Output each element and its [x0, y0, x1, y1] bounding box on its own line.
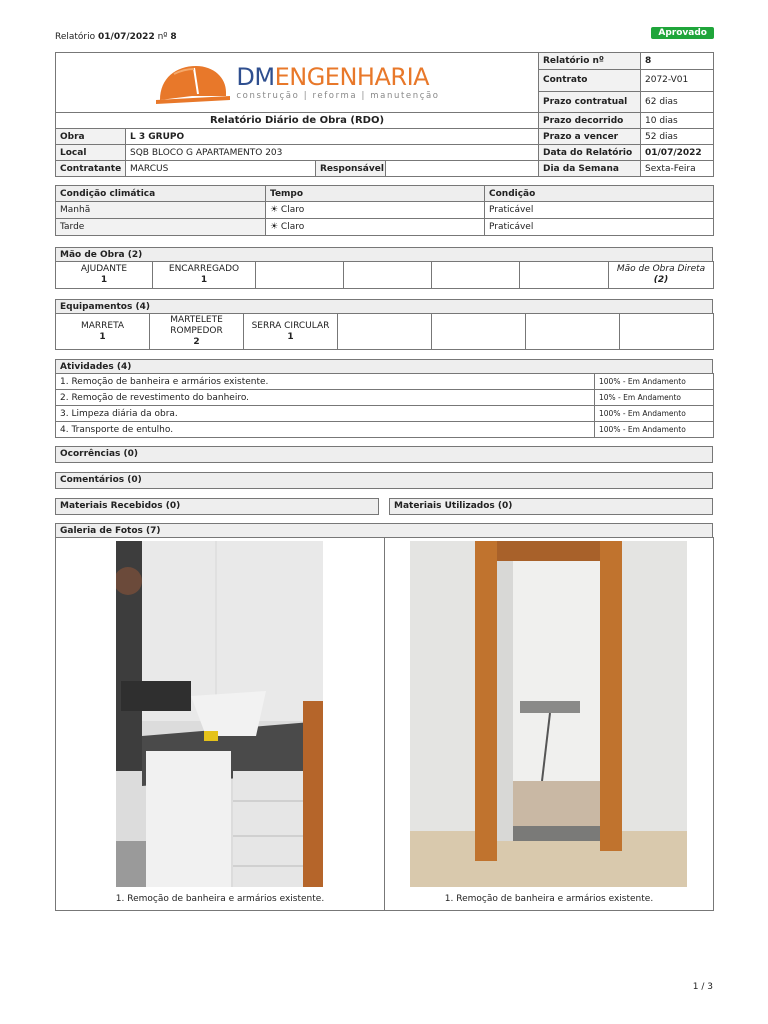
labor-empty: [344, 262, 432, 289]
logo-brand-dm: DM: [236, 62, 275, 91]
weather-section: [55, 185, 713, 236]
activity-text: 2. Remoção de revestimento do banheiro.: [56, 390, 595, 406]
activities-section: [55, 359, 713, 438]
labor-title: Mão de Obra (2): [55, 247, 713, 262]
report-date: 01/07/2022: [98, 32, 155, 42]
weather-header-condicao: Condição: [485, 186, 714, 202]
logo-text: [236, 62, 440, 101]
logo-brand-eng: ENGENHARIA: [274, 62, 430, 91]
contratante-value: MARCUS: [126, 161, 316, 177]
equipment-name: SERRA CIRCULAR: [251, 320, 330, 331]
weather-period: Tarde: [56, 219, 266, 236]
labor-item: [153, 262, 256, 289]
info-label: Relatório nº: [539, 53, 641, 70]
responsavel-value: [386, 161, 539, 177]
logo-tagline: construção | reforma | manutenção: [236, 90, 440, 101]
labor-direct-count: (2): [653, 275, 669, 285]
materials-used-bar: Materiais Utilizados (0): [389, 498, 713, 515]
weather-condicao: Praticável: [485, 219, 714, 236]
photo-cell: [385, 538, 714, 911]
labor-empty: [432, 262, 520, 289]
header-block: [55, 52, 713, 177]
info-value: 52 dias: [641, 129, 714, 145]
report-prefix: Relatório: [55, 32, 96, 42]
equipment-empty: [338, 314, 432, 350]
labor-section: [55, 247, 713, 289]
info-label: Prazo decorrido: [539, 113, 641, 129]
labor-direct: [609, 262, 714, 289]
info-value: 8: [641, 53, 714, 70]
photo-gallery: [55, 523, 713, 911]
photo-bathroom-cabinet[interactable]: [116, 541, 323, 887]
labor-count: 1: [100, 275, 108, 285]
logo-cell: [56, 53, 539, 113]
equipment-title: Equipamentos (4): [55, 299, 713, 314]
equipment-count: 1: [287, 331, 294, 342]
equipment-item: [56, 314, 150, 350]
equipment-name: MARTELETE ROMPEDOR: [170, 315, 223, 336]
photo-bathroom-doorway[interactable]: [410, 541, 687, 887]
weather-header-period: Condição climática: [56, 186, 266, 202]
equipment-empty: [526, 314, 620, 350]
photo-caption: 1. Remoção de banheira e armários existente.: [115, 894, 325, 904]
comments-bar: Comentários (0): [55, 472, 713, 489]
labor-role: AJUDANTE: [80, 264, 128, 274]
activity-status: 100% - Em Andamento: [595, 406, 714, 422]
report-header-line: [55, 32, 177, 42]
activity-status: 100% - Em Andamento: [595, 422, 714, 438]
gallery-title: Galeria de Fotos (7): [55, 523, 713, 538]
equipment-item: [150, 314, 244, 350]
status-badge: Aprovado: [651, 27, 714, 39]
equipment-count: 2: [193, 337, 200, 347]
info-label: Contrato: [539, 70, 641, 91]
info-value: Sexta-Feira: [641, 161, 714, 177]
labor-count: 1: [200, 275, 208, 285]
labor-empty: [256, 262, 344, 289]
equipment-empty: [432, 314, 526, 350]
weather-tempo: ☀ Claro: [266, 202, 485, 219]
weather-period: Manhã: [56, 202, 266, 219]
info-label: Dia da Semana: [539, 161, 641, 177]
local-value: SQB BLOCO G APARTAMENTO 203: [126, 145, 539, 161]
equipment-empty: [620, 314, 714, 350]
obra-value: L 3 GRUPO: [126, 129, 539, 145]
labor-direct-label: Mão de Obra Direta: [616, 264, 706, 274]
weather-header-tempo: Tempo: [266, 186, 485, 202]
info-label: Data do Relatório: [539, 145, 641, 161]
report-number: 8: [170, 32, 177, 42]
contratante-label: Contratante: [56, 161, 126, 177]
info-value: 01/07/2022: [641, 145, 714, 161]
responsavel-label: Responsável: [316, 161, 386, 177]
report-number-label: nº: [157, 32, 168, 42]
photo-caption: 1. Remoção de banheira e armários existente.: [444, 894, 654, 904]
equipment-name: MARRETA: [80, 320, 125, 331]
document-title: Relatório Diário de Obra (RDO): [56, 113, 539, 129]
labor-empty: [520, 262, 609, 289]
activities-title: Atividades (4): [55, 359, 713, 374]
activity-status: 100% - Em Andamento: [595, 374, 714, 390]
obra-label: Obra: [56, 129, 126, 145]
labor-item: [56, 262, 153, 289]
weather-condicao: Praticável: [485, 202, 714, 219]
local-label: Local: [56, 145, 126, 161]
info-value: 10 dias: [641, 113, 714, 129]
info-value: 62 dias: [641, 91, 714, 112]
labor-role: ENCARREGADO: [168, 264, 240, 274]
activity-text: 4. Transporte de entulho.: [56, 422, 595, 438]
helmet-logo-icon: [154, 60, 232, 106]
equipment-section: [55, 299, 713, 350]
equipment-item: [244, 314, 338, 350]
activity-status: 10% - Em Andamento: [595, 390, 714, 406]
info-value: 2072-V01: [641, 70, 714, 91]
occurrences-bar: Ocorrências (0): [55, 446, 713, 463]
page-number: 1 / 3: [692, 982, 713, 992]
activity-text: 3. Limpeza diária da obra.: [56, 406, 595, 422]
weather-tempo: ☀ Claro: [266, 219, 485, 236]
photo-cell: [56, 538, 385, 911]
equipment-count: 1: [99, 331, 106, 342]
activity-text: 1. Remoção de banheira e armários existente.: [56, 374, 595, 390]
materials-received-bar: Materiais Recebidos (0): [55, 498, 379, 515]
info-label: Prazo a vencer: [539, 129, 641, 145]
info-label: Prazo contratual: [539, 91, 641, 112]
